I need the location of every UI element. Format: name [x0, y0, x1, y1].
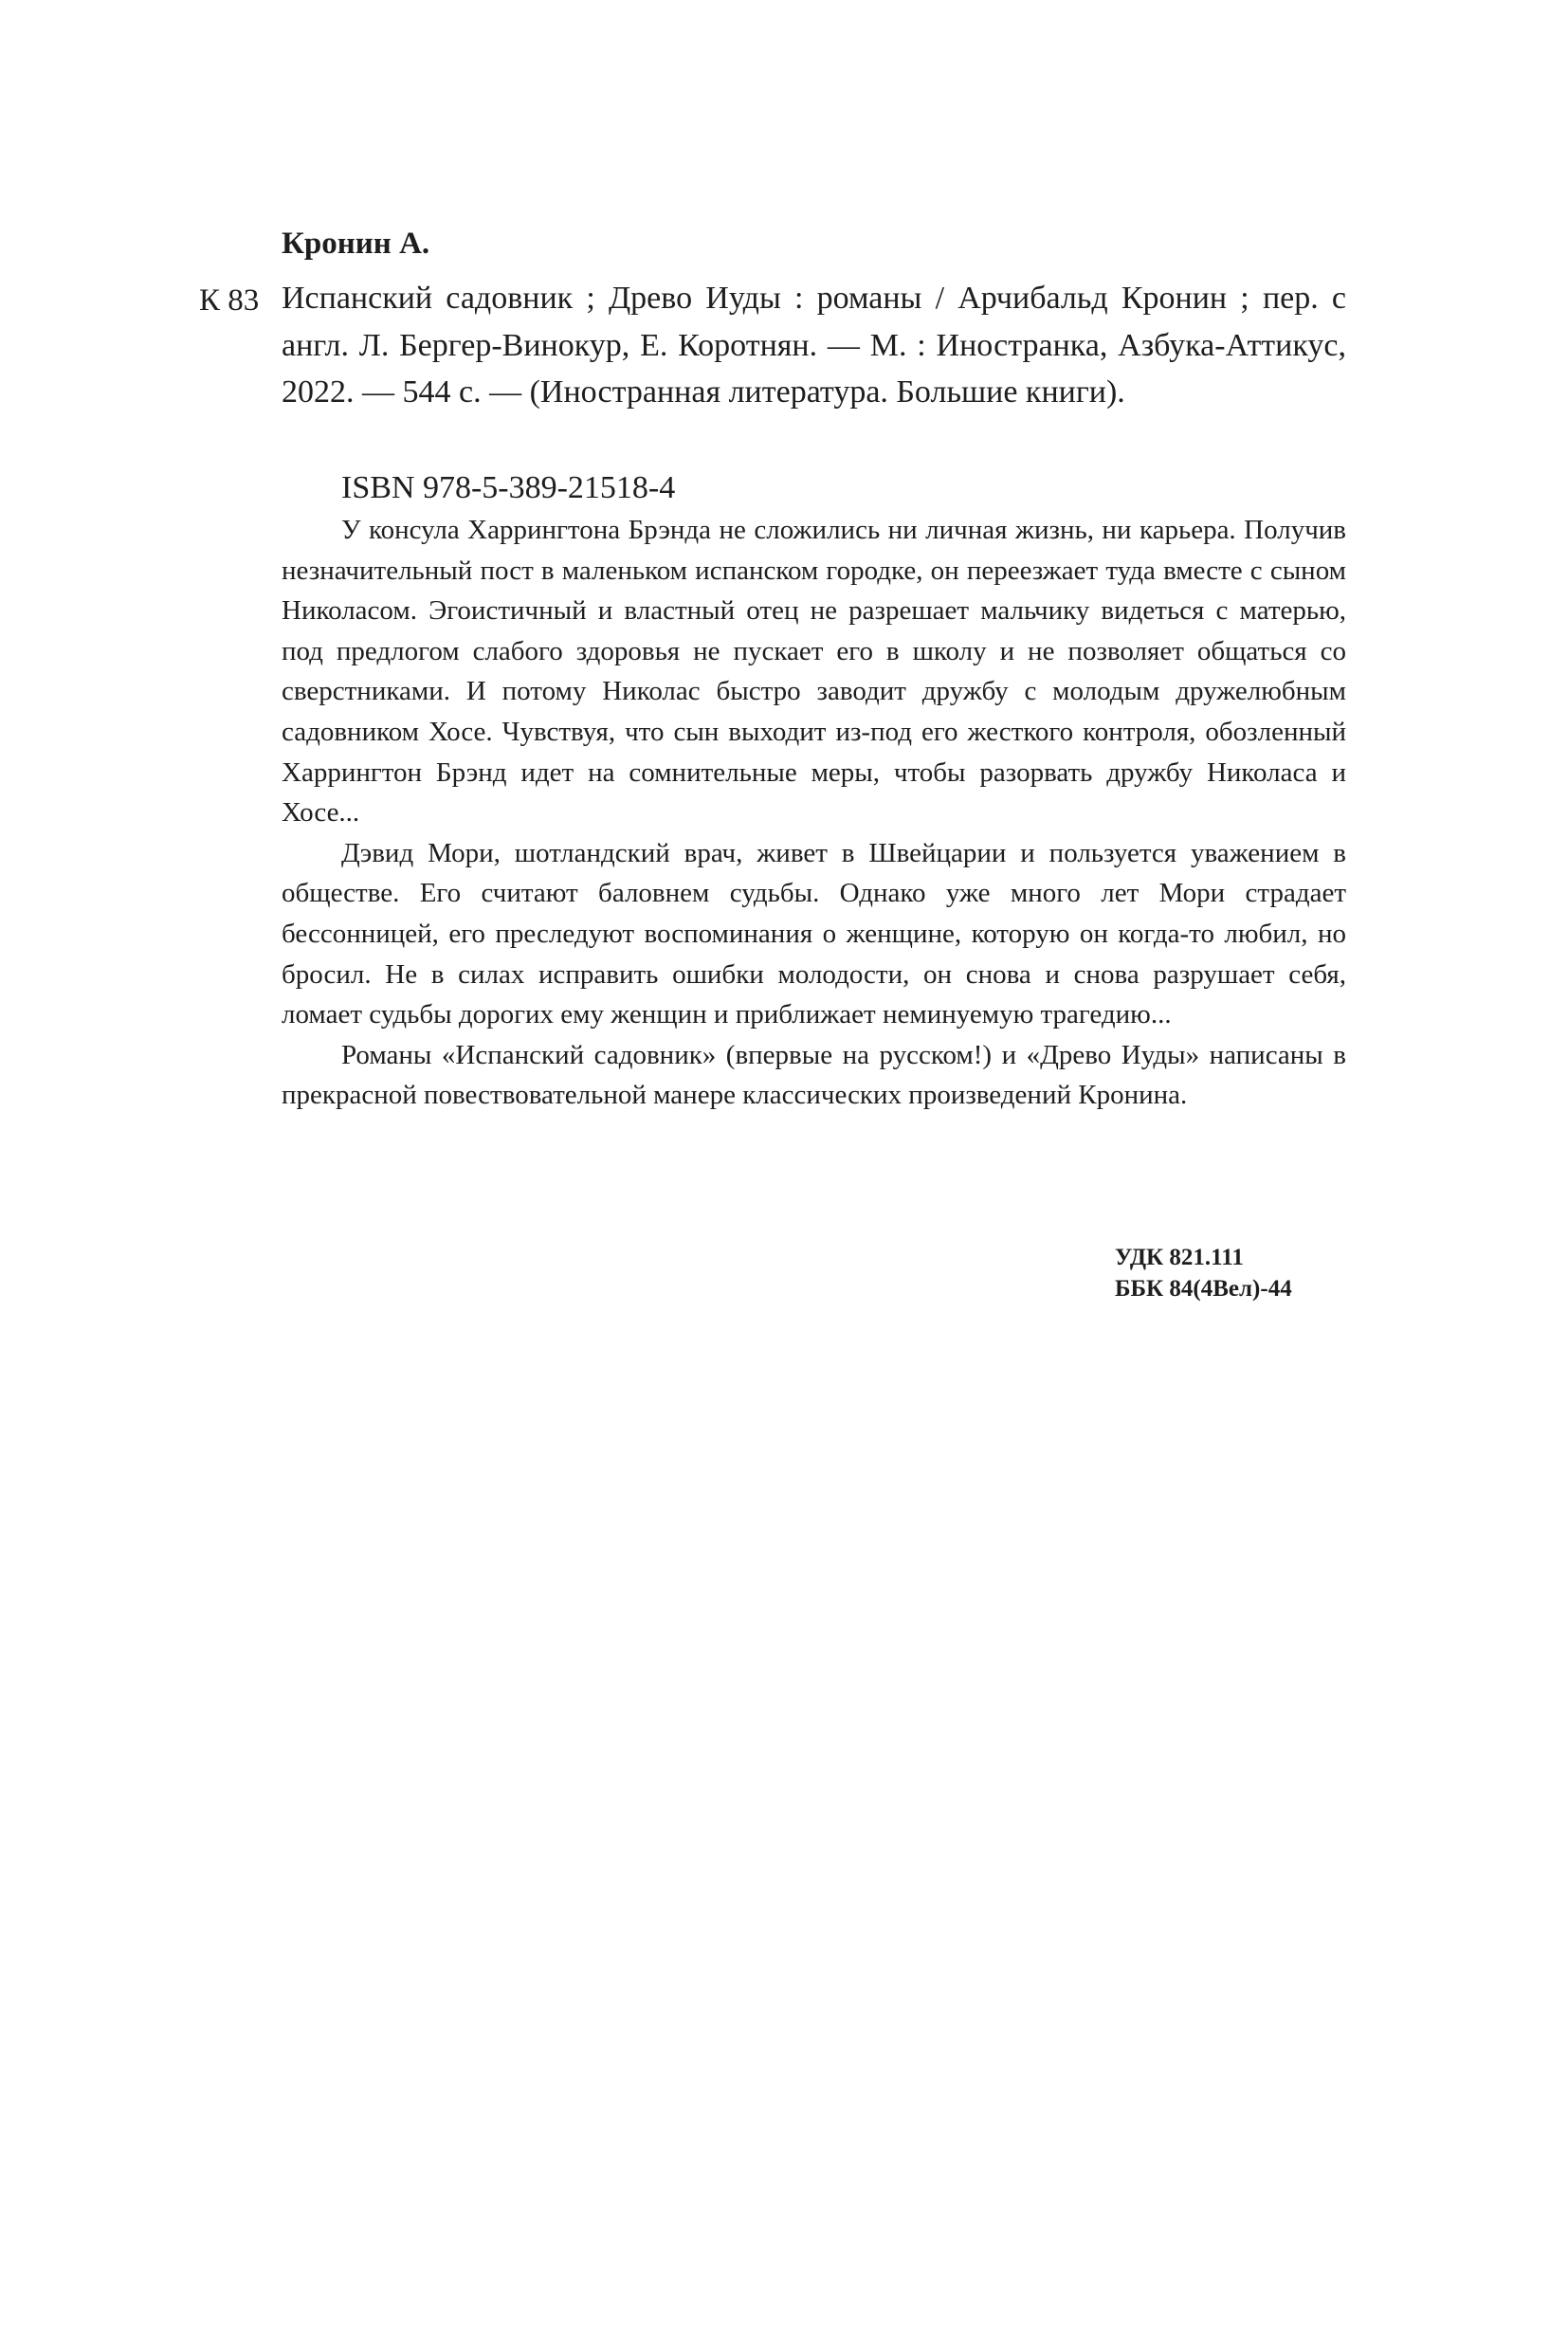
annotation [282, 510, 1346, 1116]
author-heading: Кронин А. [282, 227, 430, 261]
annotation-paragraph: Дэвид Мори, шотландский врач, живет в Швейцарии и пользуется уважением в обществе. Его считают баловнем судьбы. Однако уже много лет Мори страдает бессонницей, его преследуют воспоминания о женщине, которую он когда-то любил, но бросил. Не в силах исправить ошибки молодости, он снова и снова разрушает себя, ломает судьбы дорогих ему женщин и приближает неминуемую трагедию... [282, 837, 1346, 1030]
bbk-index: ББК 84(4Вел)-44 [1115, 1276, 1292, 1302]
isbn: ISBN 978-5-389-21518-4 [341, 470, 676, 505]
classification-block [1115, 1242, 1292, 1304]
udk-index: УДК 821.111 [1115, 1245, 1244, 1270]
author-code: К 83 [199, 283, 260, 318]
annotation-paragraph: У консула Харрингтона Брэнда не сложились ни личная жизнь, ни карьера. Получив незначительный пост в маленьком испанском городке, он переезжает туда вместе с сыном Николасом. Эгоистичный и властный отец не разрешает мальчику видеться с матерью, под предлогом слабого здоровья не пускает его в школу и не позволяет общаться со сверстниками. И потому Николас быстро заводит дружбу с молодым дружелюбным садовником Хосе. Чувствуя, что сын выходит из-под его жесткого контроля, обозленный Харрингтон Брэнд идет на сомнительные меры, чтобы разорвать дружбу Николаса и Хосе... [282, 515, 1346, 829]
annotation-paragraph: Романы «Испанский садовник» (впервые на русском!) и «Древо Иуды» написаны в прекрасной повествовательной манере классических произведений Кронина. [282, 1039, 1346, 1111]
bibliographic-description: Испанский садовник ; Древо Иуды : романы / Арчибальд Кронин ; пер. с англ. Л. Бергер-Винокур, Е. Коротнян. — М. : Иностранка, Азбука-Аттикус, 2022. — 544 с. — (Иностранная литература. Большие книги). [282, 281, 1346, 410]
